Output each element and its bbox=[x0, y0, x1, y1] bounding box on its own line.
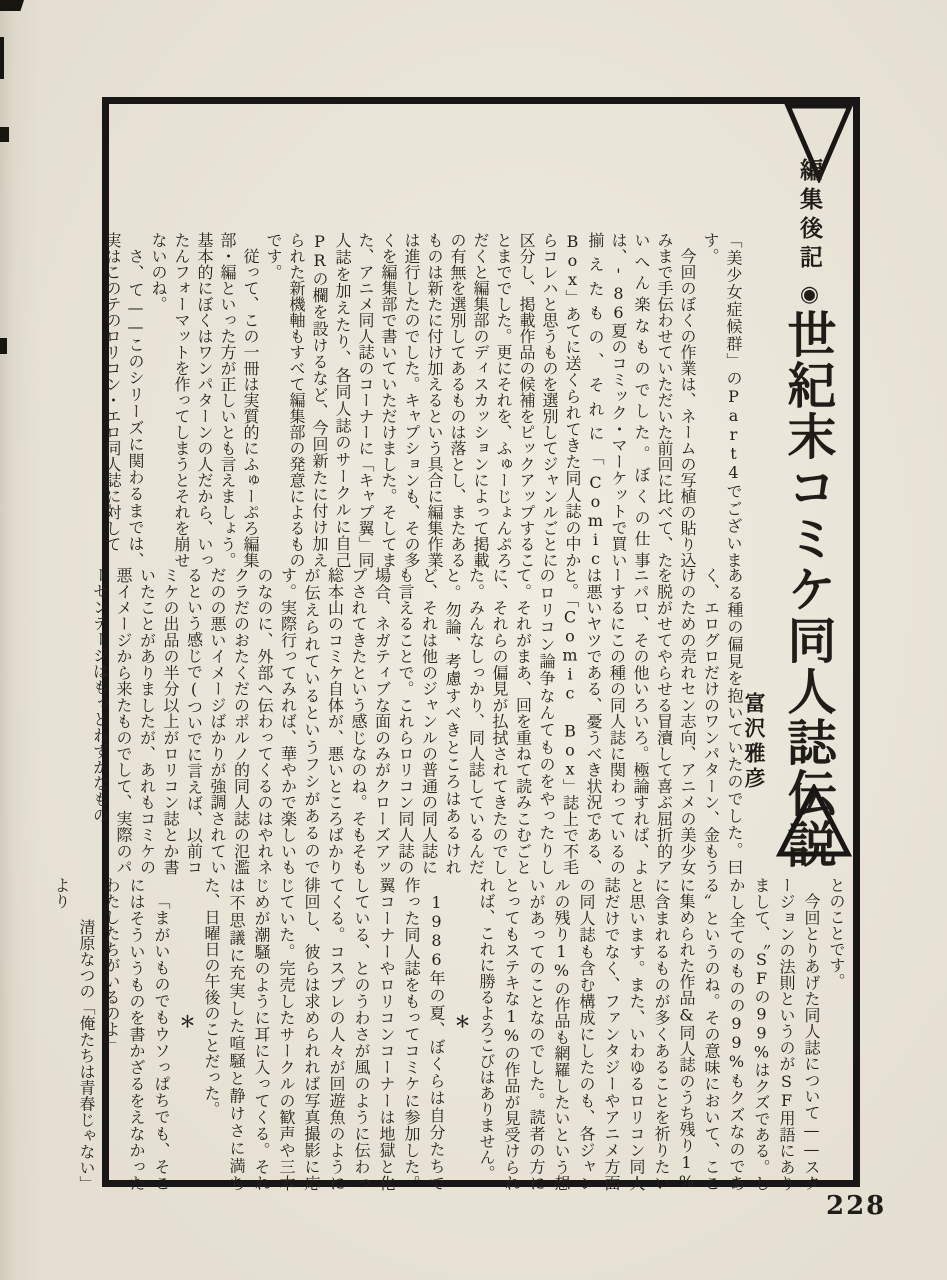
article-block-3 bbox=[49, 877, 849, 1191]
section-label: 編集後記 bbox=[796, 158, 823, 274]
asterisk-separator: ＊ bbox=[452, 1013, 471, 1029]
paragraph: とのことです。 bbox=[827, 877, 846, 989]
paragraph: 従って、この一冊は実質的にふゅーぷろ編集部・編といった方が正しいとも言えましょう。基本的にぼくはワンパターンの人だから、いったんフォーマットを作ってしまうとそれを崩せないのね。 bbox=[149, 232, 260, 568]
article-block-2 bbox=[88, 567, 746, 875]
quote-attribution: 清原なつの「俺たちは青春じゃない」より bbox=[52, 877, 96, 1191]
paragraph: ある種の偏見を抱いていたのでした。曰く、エログロだけのワンパターン、金もうけのための売れセン志向、アニメの美少女を脱がせてやらせる冒瀆して喜ぶ屈折的アニパロ、その他いろいろ。極論すれば、よーするにこの種の同人誌に関わっているのは悪いヤツである、憂うべき状況である、と。「Comic Box」誌上で不毛のロリコン論争なんてものをやったりして。それがまあ、回を重ねて読みこむごとに、それらの偏見が払拭されてきたのでした。みんなしっかり、同人誌しているんだと。勿論、考慮すべきところはあるけれど、それは他のジャンルの普通の同人誌にも言えることで。これらロリコン同人誌の場合、ネガティブな面のみがクローズアップされてきたという感じなのね。そもそも総本山のコミケ自体が、悪いところばかりが伝えられているというフシがあるのです。実際行ってみれば、華やかで楽しいものなのに、外部へ伝わってくるのはやれネクラだのおたくだのポルノ的同人誌の氾濫だのの悪いイメージばかりが強調されているという感じで(ついでに言えば、以前コミケの出品の半分以上がロリコン誌とか書いたことがありましたが、あれもコミケの悪イメージから来たものでして、実際のパーセンテージはもっとわずかなもの bbox=[90, 567, 744, 875]
paragraph: さ、て——このシリーズに関わるまでは、実はこのテのロリコン・エロ同人誌に対して bbox=[103, 232, 145, 568]
scan-mark bbox=[0, 37, 4, 79]
article-block-1 bbox=[101, 232, 745, 568]
page-number: 228 bbox=[826, 1191, 887, 1221]
up-triangle-icon bbox=[776, 784, 852, 860]
paragraph: 今回とりあげた同人誌について——スタージョンの法則というのがSF用語にありまして、〝SFの99%はクズである。しかし全てのものの99%もクズなのである〟というのね。その意味において、ここに集められた作品&同人誌のうち残り1%に含まれるものが多くあることを祈りたいと思います。また、いわゆるロリコン同人誌だけでなく、ファンタジーやアニメ方面の同人誌も含む構成にしたのも、各ジャンルの残り1%の作品も網羅したいという想いがあってのことなのでした。読者の方にとってもステキな1%の作品が見受けられれば、これに勝るよろこびはありません。 bbox=[477, 877, 821, 1191]
scan-mark bbox=[0, 338, 7, 354]
bullseye-icon: ◉ bbox=[797, 282, 822, 307]
asterisk-separator: ＊ bbox=[177, 1013, 196, 1029]
paragraph: 1986年の夏、ぼくらは自分たちで作った同人誌をもってコミケに参加した。翼コーナーやロリコンコーナーは地獄と化している、とのうわさが風のように伝わってくる。コスプレの人々が回遊魚のように徘回し、彼らは求められれば写真撮影に応じていた。完売したサークルの歓声や三本じめが潮騒のように耳に入ってくる。それは不思議に充実した喧騒と静けさに満ちた、日曜日の午後のことだった。 bbox=[202, 877, 446, 1191]
author-name: 富沢雅彦 bbox=[742, 692, 767, 792]
scan-mark bbox=[0, 127, 9, 142]
paragraph: 今回のぼくの作業は、ネームの写植の貼り込みまで手伝わせていただいた前回に比べて、たいへん楽なものでした。ぼくの仕事は、'86夏のコミック・マーケットで買い揃えたもの、それに「Comic Box」あてに送くられてきた同人誌の中からコレハと思うものを選別してジャンルごとに区分し、掲載作品の候補をピックアップすることまででした。更にそれを、ふゅーじょんぷろだくと編集部のディスカッションによって掲載の有無を選別してあるものは落とし、またあるものは新たに付け加えるという具合に編集作業は進行したのでした。キャプションも、その多くを編集部で書いていただけました。そしてまた、アニメ同人誌のコーナーに「キャプ翼」同人誌を加えたり、各同人誌のサークルに自己PRの欄を設けるなど、今回新たに付け加えられた新機軸もすべて編集部の発意によるものです。 bbox=[264, 232, 697, 568]
paragraph: 「まがいものでもウソっぱちでも、そこにはそういうものを書かざるをえなかったわたしたちがいるのよ」 bbox=[102, 877, 171, 1191]
article-title: 世紀末コミケ同人誌伝説 bbox=[780, 309, 838, 870]
paragraph: 「美少女症候群」のPart4でございます。 bbox=[701, 232, 743, 568]
scan-mark bbox=[0, 0, 24, 11]
page-frame bbox=[52, 97, 860, 1191]
